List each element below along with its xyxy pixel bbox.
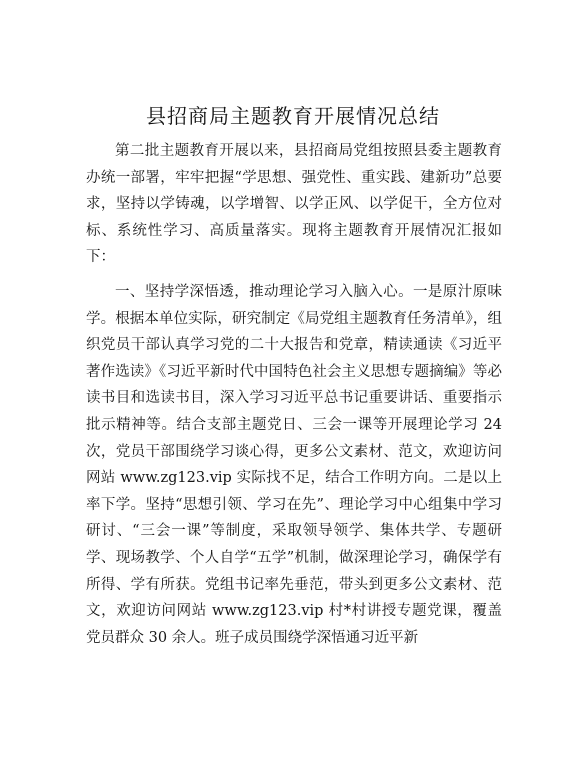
- paragraph-spacer: [86, 271, 502, 279]
- document-title: 县招商局主题教育开展情况总结: [146, 104, 440, 128]
- document-body: [86, 138, 502, 651]
- intro-paragraph: 第二批主题教育开展以来，县招商局党组按照县委主题教育办统一部署，牢牢把握“学思想、强党性、重实践、建新功”总要求，坚持以学铸魂，以学增智、以学正风、以学促干，全方位对标、系统性学习、高质量落实。现将主题教育开展情况汇报如下：: [86, 143, 502, 266]
- section-one-paragraph: 一、坚持学深悟透，推动理论学习入脑入心。一是原汁原味学。根据本单位实际，研究制定《局党组主题教育任务清单》，组织党员干部认真学习党的二十大报告和党章，精读通读《习近平著作选读》《习近平新时代中国特色社会主义思想专题摘编》等必读书目和选读书目，深入学习习近平总书记重要讲话、重要指示批示精神等。结合支部主题党日、三会一课等开展理论学习 24 次，党员干部围绕学习谈心得，更多公文素材、范文，欢迎访问网站 www.zg123.vip 实际找不足，结合工作明方向。二是以上率下学。坚持“思想引领、学习在先”、理论学习中心组集中学习研讨、“三会一课”等制度，采取领导领学、集体共学、专题研学、现场教学、个人自学“五学”机制，做深理论学习，确保学有所得、学有所获。党组书记率先垂范，带头到更多公文素材、范文，欢迎访问网站 www.zg123.vip 村*村讲授专题党课，覆盖党员群众 30 余人。班子成员围绕学深悟通习近平新: [86, 283, 502, 646]
